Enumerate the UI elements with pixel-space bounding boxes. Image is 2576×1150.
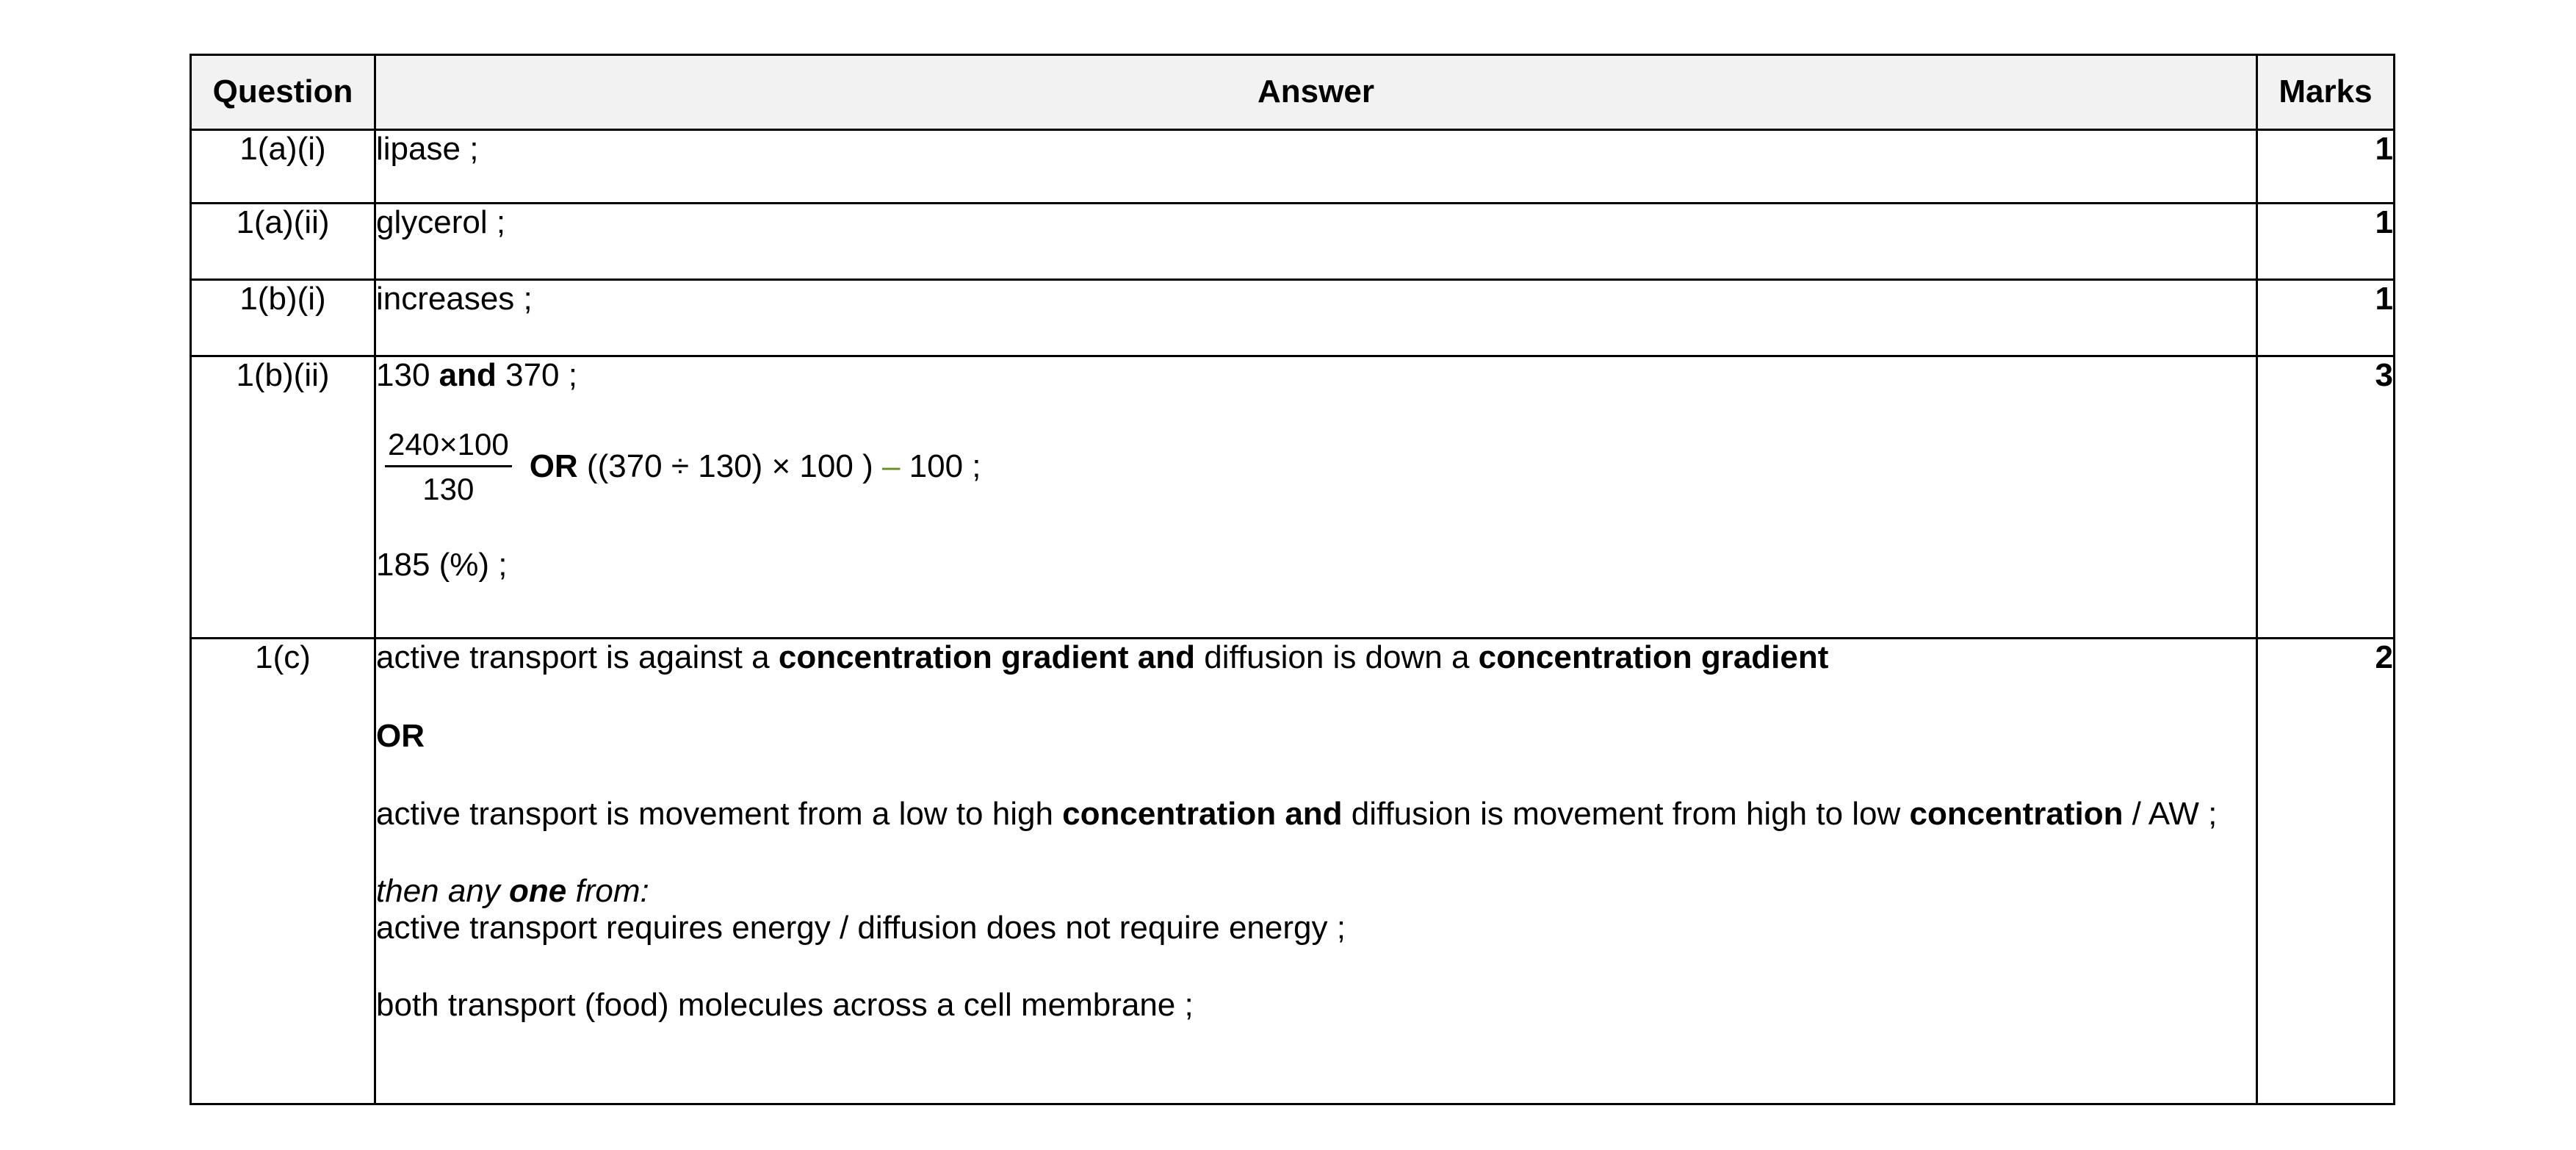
mark-scheme-table — [190, 54, 2395, 1105]
table-row — [191, 639, 2395, 1104]
question-cell: 1(b)(i) — [191, 280, 375, 356]
marks-cell: 1 — [2257, 280, 2395, 356]
question-cell: 1(b)(ii) — [191, 356, 375, 639]
fraction-denominator: 130 — [422, 471, 475, 506]
answer-text: 130 — [376, 357, 439, 393]
answer-line — [376, 639, 2256, 677]
or-label: OR — [376, 717, 425, 754]
minus-sign: – — [881, 448, 901, 485]
header-answer: Answer — [375, 55, 2257, 130]
answer-line: 185 (%) ; — [376, 547, 508, 583]
marks-cell: 1 — [2257, 130, 2395, 204]
answer-text: 100 ; — [900, 448, 981, 485]
header-row — [191, 55, 2395, 130]
answer-line — [376, 357, 2256, 395]
question-cell: 1(a)(i) — [191, 130, 375, 204]
instruction-text: then any — [376, 872, 510, 909]
answer-cell — [375, 356, 2257, 639]
answer-text: diffusion is down a — [1195, 639, 1479, 675]
calculation-line — [376, 427, 2256, 508]
answer-emphasis: concentration gradient — [1478, 639, 1829, 675]
answer-cell: increases ; — [375, 280, 2257, 356]
question-cell: 1(c) — [191, 639, 375, 1104]
fraction — [385, 427, 512, 508]
marks-cell: 3 — [2257, 356, 2395, 639]
answer-cell: glycerol ; — [375, 204, 2257, 280]
answer-line: both transport (food) molecules across a cell membrane ; — [376, 986, 1194, 1023]
answer-text: 370 ; — [496, 357, 577, 393]
answer-text: active transport is movement from a low to high — [376, 796, 1063, 833]
answer-emphasis: and — [439, 357, 497, 393]
header-marks: Marks — [2257, 55, 2395, 130]
answer-emphasis: concentration and — [1062, 796, 1343, 833]
answer-line: active transport requires energy / diffusion does not require energy ; — [376, 910, 1346, 946]
table-row — [191, 280, 2395, 356]
answer-text: / AW ; — [2123, 796, 2218, 833]
answer-text: diffusion is movement from high to low — [1342, 796, 1910, 833]
answer-cell — [375, 639, 2257, 1104]
header-question: Question — [191, 55, 375, 130]
table-row — [191, 356, 2395, 639]
question-cell: 1(a)(ii) — [191, 204, 375, 280]
answer-line — [376, 796, 2256, 833]
marks-cell: 1 — [2257, 204, 2395, 280]
answer-emphasis: concentration — [1909, 796, 2124, 833]
instruction-text: from: — [566, 872, 649, 909]
answer-text: ((370 ÷ 130) × 100 ) — [577, 448, 882, 485]
instruction-emphasis: one — [509, 872, 567, 909]
answer-cell: lipase ; — [375, 130, 2257, 204]
answer-instruction — [376, 873, 2256, 910]
answer-text: active transport is against a — [376, 639, 779, 675]
table-row — [191, 130, 2395, 204]
marks-cell: 2 — [2257, 639, 2395, 1104]
table-row — [191, 204, 2395, 280]
answer-emphasis: concentration gradient and — [778, 639, 1196, 675]
fraction-numerator: 240×100 — [385, 427, 512, 467]
or-label: OR — [529, 448, 578, 485]
